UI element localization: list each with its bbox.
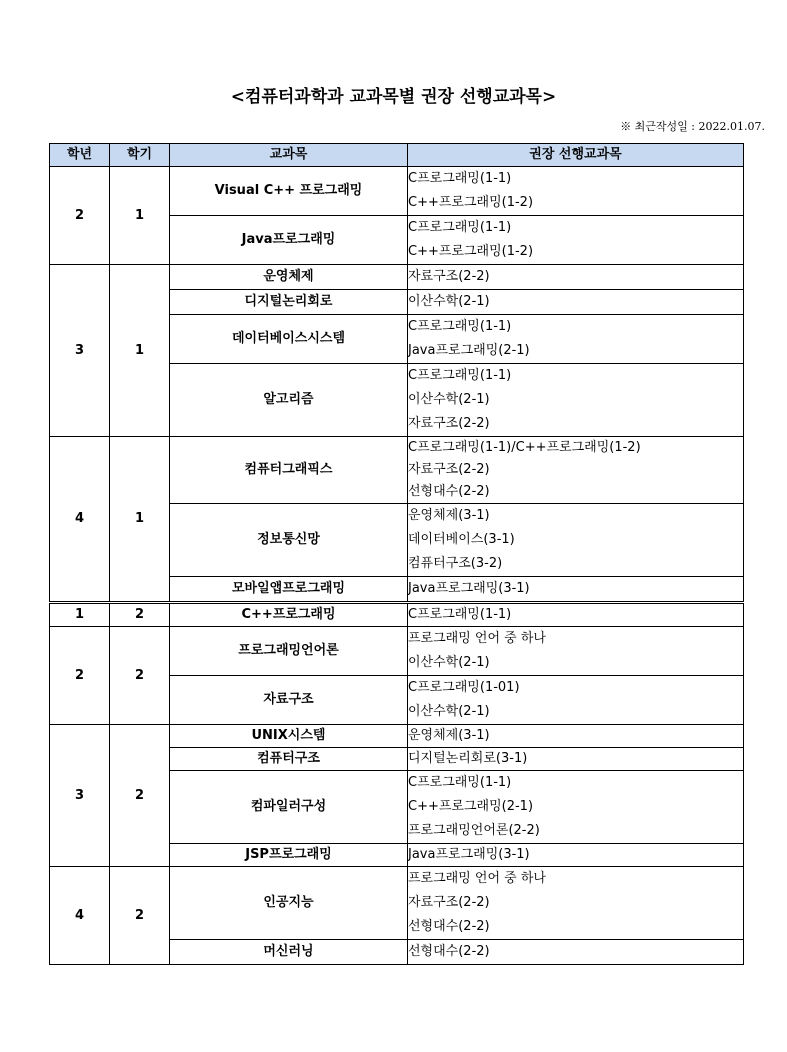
prereq-item: C프로그래밍(1-1) [408, 319, 512, 334]
prereq-item: 이산수학(2-1) [408, 392, 490, 407]
prereq-cell [408, 867, 744, 940]
prereq-item: C프로그래밍(1-1) [408, 171, 512, 186]
prereq-item: 프로그래밍 언어 중 하나 [408, 871, 546, 886]
course-cell: UNIX시스템 [170, 725, 408, 748]
prereq-item: Java프로그래밍(2-1) [408, 343, 530, 358]
prereq-item: 운영체제(3-1) [408, 508, 490, 523]
year-cell: 4 [50, 437, 110, 603]
course-cell: 알고리즘 [170, 364, 408, 437]
course-cell: 컴파일러구성 [170, 771, 408, 844]
prereq-item: C프로그래밍(1-1) [408, 220, 512, 235]
table-row [50, 725, 744, 748]
prereq-item: 컴퓨터구조(3-2) [408, 556, 503, 571]
table-row [50, 603, 744, 627]
table-row [50, 437, 744, 504]
year-cell: 1 [50, 603, 110, 627]
table-row [50, 627, 744, 676]
prereq-cell [408, 748, 744, 771]
prereq-item: 디지털논리회로(3-1) [408, 751, 528, 766]
prereq-item: 선형대수(2-2) [408, 944, 490, 959]
prereq-item: 자료구조(2-2) [408, 416, 490, 431]
prereq-item: C프로그래밍(1-1) [408, 607, 512, 622]
page-title: <컴퓨터과학과 교과목별 권장 선행교과목> [230, 87, 557, 107]
prereq-cell [408, 364, 744, 437]
prereq-cell [408, 265, 744, 290]
course-cell: 모바일앱프로그래밍 [170, 577, 408, 603]
prereq-item: 자료구조(2-2) [408, 269, 490, 284]
prereq-item: C++프로그래밍(1-2) [408, 244, 534, 259]
header-term: 학기 [110, 144, 170, 167]
prereq-item: C++프로그래밍(2-1) [408, 799, 534, 814]
prereq-cell [408, 940, 744, 965]
prereq-cell [408, 216, 744, 265]
prereq-cell [408, 676, 744, 725]
term-cell: 1 [110, 265, 170, 437]
prereq-item: Java프로그래밍(3-1) [408, 847, 530, 862]
year-cell: 3 [50, 725, 110, 867]
course-cell: 컴퓨터그래픽스 [170, 437, 408, 504]
prereq-cell [408, 603, 744, 627]
prereq-item: C프로그래밍(1-01) [408, 680, 520, 695]
prereq-item: 프로그래밍 언어 중 하나 [408, 631, 546, 646]
course-cell: Visual C++ 프로그래밍 [170, 167, 408, 216]
prereq-cell [408, 290, 744, 315]
prereq-item: 선형대수(2-2) [408, 484, 490, 499]
course-cell: 정보통신망 [170, 504, 408, 577]
term-cell: 2 [110, 725, 170, 867]
course-cell: JSP프로그래밍 [170, 844, 408, 867]
table-row [50, 167, 744, 216]
prereq-cell [408, 725, 744, 748]
header-year: 학년 [50, 144, 110, 167]
year-cell: 2 [50, 627, 110, 725]
date-note: ※ 최근작성일 : 2022.01.07. [620, 120, 765, 133]
course-cell: 프로그래밍언어론 [170, 627, 408, 676]
table-row [50, 867, 744, 940]
term-cell: 1 [110, 437, 170, 603]
term-cell: 1 [110, 167, 170, 265]
prereq-cell [408, 771, 744, 844]
table-row [50, 265, 744, 290]
prereq-item: C++프로그래밍(1-2) [408, 195, 534, 210]
prereq-item: 자료구조(2-2) [408, 462, 490, 477]
prereq-item: 이산수학(2-1) [408, 294, 490, 309]
header-prereq: 권장 선행교과목 [408, 144, 744, 167]
prereq-cell [408, 577, 744, 603]
prereq-cell [408, 167, 744, 216]
term-cell: 2 [110, 867, 170, 965]
prerequisite-table [49, 143, 744, 965]
year-cell: 4 [50, 867, 110, 965]
year-cell: 3 [50, 265, 110, 437]
prereq-item: 운영체제(3-1) [408, 728, 490, 743]
prereq-item: 데이터베이스(3-1) [408, 532, 515, 547]
prereq-cell [408, 504, 744, 577]
prereq-item: 자료구조(2-2) [408, 895, 490, 910]
prereq-item: C프로그래밍(1-1) [408, 775, 512, 790]
course-cell: 인공지능 [170, 867, 408, 940]
year-cell: 2 [50, 167, 110, 265]
course-cell: 컴퓨터구조 [170, 748, 408, 771]
prereq-cell [408, 315, 744, 364]
course-cell: 머신러닝 [170, 940, 408, 965]
course-cell: Java프로그래밍 [170, 216, 408, 265]
term-cell: 2 [110, 603, 170, 627]
prereq-cell [408, 627, 744, 676]
prereq-item: 이산수학(2-1) [408, 655, 490, 670]
course-cell: 디지털논리회로 [170, 290, 408, 315]
header-row [50, 144, 744, 167]
course-cell: 자료구조 [170, 676, 408, 725]
course-cell: C++프로그래밍 [170, 603, 408, 627]
term-cell: 2 [110, 627, 170, 725]
prereq-item: Java프로그래밍(3-1) [408, 581, 530, 596]
header-course: 교과목 [170, 144, 408, 167]
course-cell: 데이터베이스시스템 [170, 315, 408, 364]
prereq-item: 선형대수(2-2) [408, 919, 490, 934]
prereq-cell [408, 437, 744, 504]
prereq-cell [408, 844, 744, 867]
course-cell: 운영체제 [170, 265, 408, 290]
prereq-item: C프로그래밍(1-1) [408, 368, 512, 383]
prereq-item: 프로그래밍언어론(2-2) [408, 823, 540, 838]
prereq-item: C프로그래밍(1-1)/C++프로그래밍(1-2) [408, 440, 641, 455]
prereq-item: 이산수학(2-1) [408, 704, 490, 719]
